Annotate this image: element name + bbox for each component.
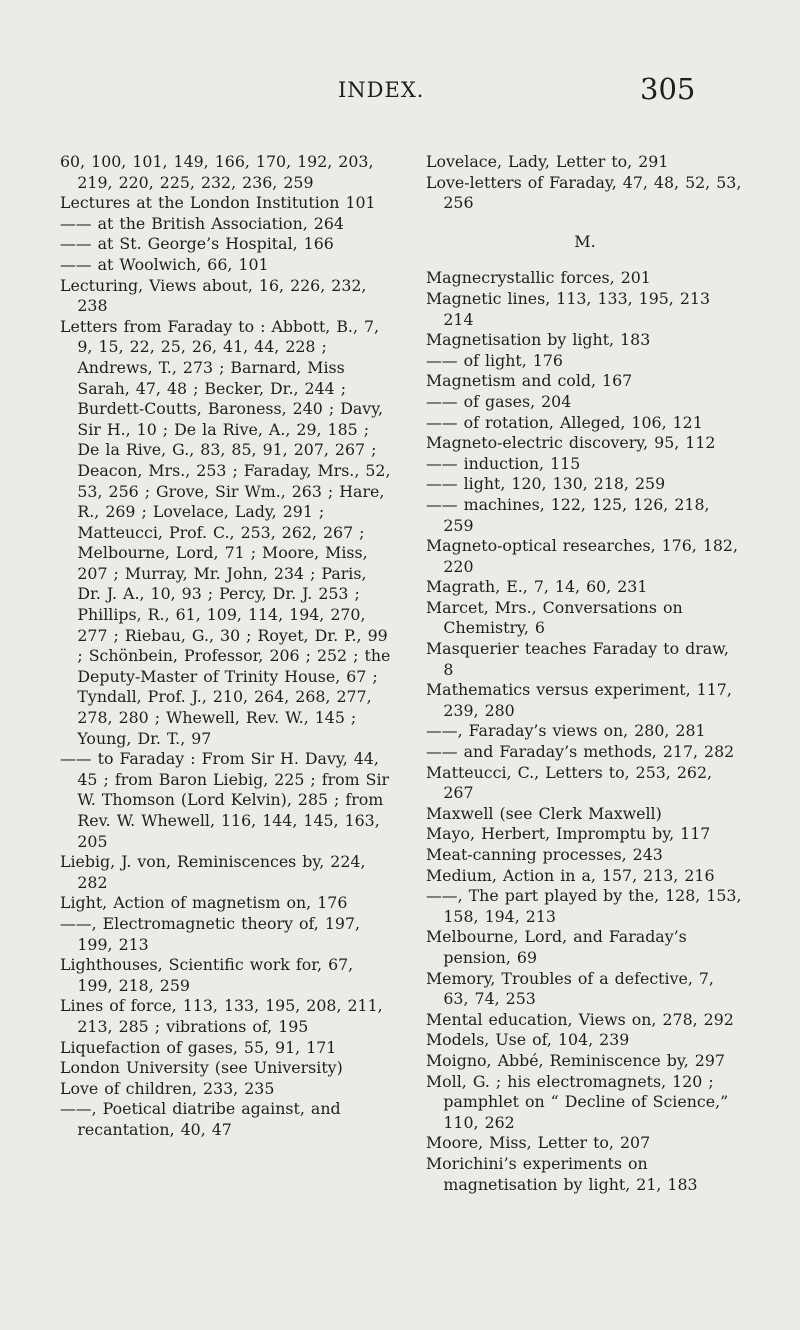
index-entry: Letters from Faraday to : Abbott, B., 7, 9, 15, 22, 25, 26, 41, 44, 228 ; Andrews, T., 273 ; Barnard, Miss Sarah, 47, 48 ; Becker, Dr., 244 ; Burdett-Coutts, Baroness, 240 ; Davy, Sir H., 10 ; De la Rive, A., 29, 185 ; De la Rive, G., 83, 85, 91, 207, 267 ; Deacon, Mrs., 253 ; Faraday, Mrs., 52, 53, 256 ; Grove, Sir Wm., 263 ; Hare, R., 269 ; Lovelace, Lady, 291 ; Matteucci, Prof. C., 253, 262, 267 ; Melbourne, Lord, 71 ; Moore, Miss, 207 ; Murray, Mr. John, 234 ; Paris, Dr. J. A., 10, 93 ; Percy, Dr. J. 253 ; Phillips, R., 61, 109, 114, 194, 270, 277 ; Riebau, G., 30 ; Royet, Dr. P., 99 ; Schönbein, Professor, 206 ; 252 ; the Deputy-Master of Trinity House, 67 ; Tyndall, Prof. J., 210, 264, 268, 277, 278, 280 ; Whewell, Rev. W., 145 ; Young, Dr. T., 97 [60, 316, 391, 748]
index-entry: Mathematics versus experiment, 117, 239, 280 [426, 680, 732, 720]
page-header [0, 72, 800, 112]
index-entry: ——, Faraday’s views on, 280, 281 [426, 721, 706, 741]
index-entry: Meat-canning processes, 243 [426, 845, 663, 864]
index-entry: Mayo, Herbert, Impromptu by, 117 [426, 824, 711, 844]
index-entry: Maxwell (see Clerk Maxwell) [426, 803, 662, 823]
index-entry: Lovelace, Lady, Letter to, 291 [426, 152, 669, 171]
index-entry: Lighthouses, Scientific work for, 67, 199, 218, 259 [60, 955, 354, 995]
index-entry: ——, Poetical diatribe against, and recantation, 40, 47 [60, 1099, 341, 1139]
index-entry: Lectures at the London Institution 101 [60, 193, 376, 213]
section-letter: M. [574, 231, 596, 251]
index-entry: Lines of force, 113, 133, 195, 208, 211, 213, 285 ; vibrations of, 195 [60, 996, 383, 1036]
index-entry: Medium, Action in a, 157, 213, 216 [426, 865, 715, 885]
index-entry: 60, 100, 101, 149, 166, 170, 192, 203, 219, 220, 225, 232, 236, 259 [60, 152, 374, 192]
index-entry: ——, The part played by the, 128, 153, 158, 194, 213 [426, 886, 742, 926]
index-entry: Marcet, Mrs., Conversations on Chemistry, 6 [426, 597, 683, 638]
index-entry: Magnetisation by light, 183 [426, 330, 651, 350]
left-column [60, 152, 393, 1141]
index-entry: Magnecrystallic forces, 201 [426, 268, 651, 288]
index-entry: —— of light, 176 [426, 350, 563, 370]
index-entry: Models, Use of, 104, 239 [426, 1030, 630, 1050]
index-entry: —— light, 120, 130, 218, 259 [426, 474, 666, 494]
index-entry: Lecturing, Views about, 16, 226, 232, 238 [60, 275, 367, 316]
index-entry: Liquefaction of gases, 55, 91, 171 [60, 1037, 337, 1057]
index-entry: Magneto-optical researches, 176, 182, 220 [426, 536, 738, 576]
running-head: INDEX. [338, 78, 425, 102]
index-entry: —— at Woolwich, 66, 101 [60, 254, 269, 274]
index-entry: Moigno, Abbé, Reminiscence by, 297 [426, 1050, 725, 1070]
index-entry: Magrath, E., 7, 14, 60, 231 [426, 577, 648, 597]
index-entry: Mental education, Views on, 278, 292 [426, 1009, 734, 1029]
index-entry: —— at St. George’s Hospital, 166 [60, 234, 334, 254]
index-entry: —— of gases, 204 [426, 391, 572, 411]
index-entry: Liebig, J. von, Reminiscences by, 224, 282 [60, 852, 366, 892]
index-entry: —— of rotation, Alleged, 106, 121 [426, 412, 703, 432]
index-entry: Memory, Troubles of a defective, 7, 63, 74, 253 [426, 968, 714, 1009]
index-entry: Magneto-electric discovery, 95, 112 [426, 433, 716, 453]
index-entry: London University (see University) [60, 1058, 343, 1078]
index-entry: Morichini’s experiments on magnetisation by light, 21, 183 [426, 1153, 698, 1194]
index-entry: Moll, G. ; his electromagnets, 120 ; pamphlet on “ Decline of Science,” 110, 262 [426, 1071, 729, 1132]
index-entry: Matteucci, C., Letters to, 253, 262, 267 [426, 762, 713, 803]
right-column [426, 152, 744, 1195]
index-entry: —— induction, 115 [426, 453, 581, 473]
index-entry: —— to Faraday : From Sir H. Davy, 44, 45 ; from Baron Liebig, 225 ; from Sir W. Thomson (Lord Kelvin), 285 ; from Rev. W. Whewell, 116, 144, 145, 163, 205 [60, 749, 390, 851]
index-entry: Melbourne, Lord, and Faraday’s pension, 69 [426, 927, 687, 967]
index-entry: —— machines, 122, 125, 126, 218, 259 [426, 494, 710, 535]
index-entry: Love-letters of Faraday, 47, 48, 52, 53, 256 [426, 172, 742, 213]
index-entry: Love of children, 233, 235 [60, 1078, 275, 1098]
index-entry: ——, Electromagnetic theory of, 197, 199, 213 [60, 913, 361, 954]
index-entry: Magnetic lines, 113, 133, 195, 213 214 [426, 288, 711, 329]
index-entry: —— and Faraday’s methods, 217, 282 [426, 742, 735, 762]
index-entry: Light, Action of magnetism on, 176 [60, 893, 348, 913]
index-entry: Magnetism and cold, 167 [426, 371, 633, 391]
index-entry: Moore, Miss, Letter to, 207 [426, 1133, 651, 1153]
index-entry: —— at the British Association, 264 [60, 213, 344, 233]
page-number: 305 [640, 72, 696, 106]
index-entry: Masquerier teaches Faraday to draw, 8 [426, 639, 729, 679]
